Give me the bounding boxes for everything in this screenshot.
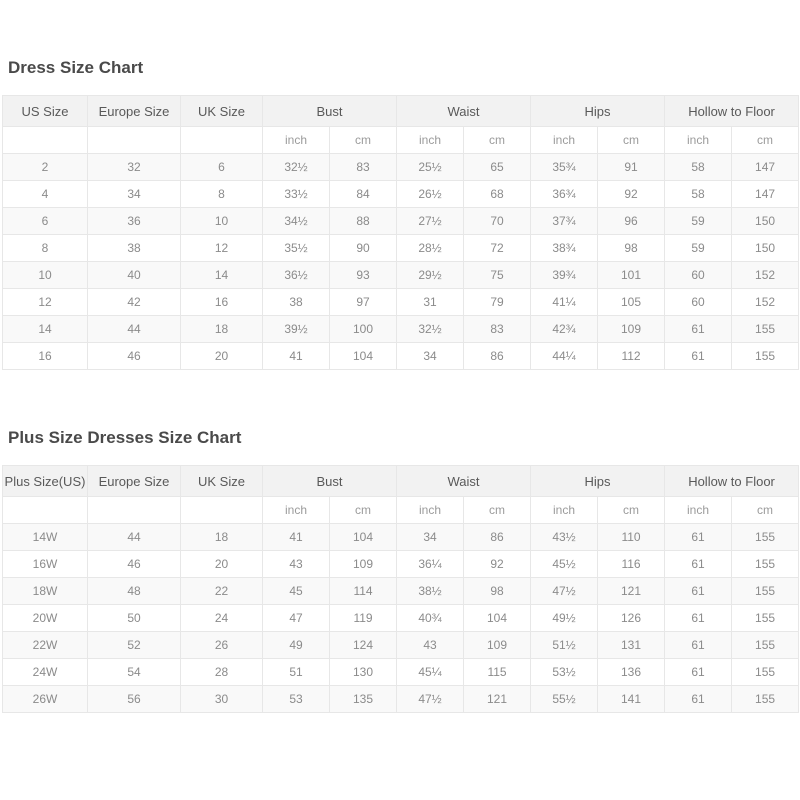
table-cell: 12	[3, 289, 88, 316]
unit-header: inch	[665, 127, 732, 154]
col-header-uk-size: UK Size	[181, 466, 263, 497]
table-cell: 92	[464, 551, 531, 578]
table-cell: 46	[88, 343, 181, 370]
table-cell: 155	[732, 686, 799, 713]
table-cell: 45	[263, 578, 330, 605]
table-cell: 41	[263, 343, 330, 370]
unit-header: inch	[531, 497, 598, 524]
table-cell: 61	[665, 524, 732, 551]
table-cell: 46	[88, 551, 181, 578]
col-header-hips: Hips	[531, 96, 665, 127]
unit-header: inch	[531, 127, 598, 154]
table-cell: 34	[397, 524, 464, 551]
table-cell: 20	[181, 551, 263, 578]
table-cell: 155	[732, 578, 799, 605]
table-row	[3, 659, 799, 686]
table-cell: 38	[263, 289, 330, 316]
table-cell: 10	[181, 208, 263, 235]
table-cell: 150	[732, 208, 799, 235]
table-cell: 131	[598, 632, 665, 659]
empty-cell	[181, 497, 263, 524]
table-cell: 86	[464, 343, 531, 370]
table-cell: 41¼	[531, 289, 598, 316]
table-cell: 61	[665, 578, 732, 605]
table-cell: 53½	[531, 659, 598, 686]
table-cell: 43	[397, 632, 464, 659]
table-cell: 109	[598, 316, 665, 343]
table-cell: 83	[330, 154, 397, 181]
table-cell: 32	[88, 154, 181, 181]
table-cell: 36	[88, 208, 181, 235]
col-header-bust: Bust	[263, 466, 397, 497]
empty-cell	[3, 127, 88, 154]
table-cell: 43	[263, 551, 330, 578]
empty-cell	[3, 497, 88, 524]
table-cell: 34	[397, 343, 464, 370]
table-cell: 114	[330, 578, 397, 605]
table-cell: 155	[732, 605, 799, 632]
table-cell: 47½	[531, 578, 598, 605]
table-cell: 65	[464, 154, 531, 181]
table-row	[3, 632, 799, 659]
table-cell: 34	[88, 181, 181, 208]
table-cell: 22	[181, 578, 263, 605]
table-cell: 8	[3, 235, 88, 262]
table-cell: 61	[665, 316, 732, 343]
table-cell: 58	[665, 181, 732, 208]
table-cell: 24W	[3, 659, 88, 686]
table-cell: 28½	[397, 235, 464, 262]
table-cell: 93	[330, 262, 397, 289]
table-cell: 97	[330, 289, 397, 316]
table-cell: 121	[598, 578, 665, 605]
table-cell: 26W	[3, 686, 88, 713]
table-cell: 72	[464, 235, 531, 262]
table-row	[3, 578, 799, 605]
table-cell: 61	[665, 605, 732, 632]
table-cell: 44	[88, 316, 181, 343]
table-cell: 68	[464, 181, 531, 208]
unit-header: cm	[598, 127, 665, 154]
table-cell: 90	[330, 235, 397, 262]
table-cell: 124	[330, 632, 397, 659]
table-cell: 96	[598, 208, 665, 235]
table-cell: 32½	[397, 316, 464, 343]
table-cell: 121	[464, 686, 531, 713]
table-cell: 79	[464, 289, 531, 316]
table-cell: 36¾	[531, 181, 598, 208]
table-cell: 59	[665, 235, 732, 262]
col-header-hollow-to-floor: Hollow to Floor	[665, 466, 799, 497]
table-cell: 44¼	[531, 343, 598, 370]
table-cell: 101	[598, 262, 665, 289]
table-cell: 104	[330, 524, 397, 551]
empty-cell	[88, 127, 181, 154]
unit-header: cm	[732, 127, 799, 154]
table-cell: 130	[330, 659, 397, 686]
unit-header: cm	[330, 127, 397, 154]
table-cell: 59	[665, 208, 732, 235]
table-cell: 104	[464, 605, 531, 632]
table-cell: 109	[330, 551, 397, 578]
table-cell: 39½	[263, 316, 330, 343]
table-cell: 51½	[531, 632, 598, 659]
table-cell: 116	[598, 551, 665, 578]
table-cell: 33½	[263, 181, 330, 208]
table-cell: 155	[732, 632, 799, 659]
table-cell: 44	[88, 524, 181, 551]
table-cell: 38½	[397, 578, 464, 605]
table-cell: 45½	[531, 551, 598, 578]
col-header-plus-size-us: Plus Size(US)	[3, 466, 88, 497]
table-cell: 28	[181, 659, 263, 686]
table-cell: 16W	[3, 551, 88, 578]
table-header-row	[3, 466, 799, 497]
col-header-waist: Waist	[397, 96, 531, 127]
table-cell: 70	[464, 208, 531, 235]
col-header-hips: Hips	[531, 466, 665, 497]
table-row	[3, 181, 799, 208]
table-cell: 55½	[531, 686, 598, 713]
table-cell: 27½	[397, 208, 464, 235]
table-cell: 47½	[397, 686, 464, 713]
table-cell: 86	[464, 524, 531, 551]
col-header-bust: Bust	[263, 96, 397, 127]
table-cell: 41	[263, 524, 330, 551]
table-cell: 83	[464, 316, 531, 343]
unit-header: inch	[665, 497, 732, 524]
table-cell: 100	[330, 316, 397, 343]
table-cell: 47	[263, 605, 330, 632]
table-cell: 155	[732, 524, 799, 551]
table-cell: 43½	[531, 524, 598, 551]
table-cell: 38¾	[531, 235, 598, 262]
table-cell: 109	[464, 632, 531, 659]
table-cell: 12	[181, 235, 263, 262]
table-row	[3, 235, 799, 262]
table-cell: 155	[732, 343, 799, 370]
unit-header: cm	[732, 497, 799, 524]
table-cell: 26	[181, 632, 263, 659]
unit-header: inch	[397, 497, 464, 524]
table-cell: 31	[397, 289, 464, 316]
table-cell: 61	[665, 343, 732, 370]
table-cell: 98	[464, 578, 531, 605]
table-cell: 60	[665, 262, 732, 289]
table-cell: 34½	[263, 208, 330, 235]
table-cell: 110	[598, 524, 665, 551]
table-row	[3, 343, 799, 370]
table-cell: 14	[181, 262, 263, 289]
table-cell: 42	[88, 289, 181, 316]
col-header-europe-size: Europe Size	[88, 96, 181, 127]
table-cell: 60	[665, 289, 732, 316]
table-cell: 51	[263, 659, 330, 686]
table-row	[3, 551, 799, 578]
unit-header: cm	[464, 127, 531, 154]
table-row	[3, 154, 799, 181]
table-cell: 30	[181, 686, 263, 713]
table-cell: 53	[263, 686, 330, 713]
table-row	[3, 524, 799, 551]
table-cell: 36¼	[397, 551, 464, 578]
unit-header: inch	[397, 127, 464, 154]
table-cell: 61	[665, 551, 732, 578]
table-cell: 155	[732, 316, 799, 343]
table-cell: 92	[598, 181, 665, 208]
table-cell: 4	[3, 181, 88, 208]
table-cell: 88	[330, 208, 397, 235]
table-cell: 126	[598, 605, 665, 632]
table-cell: 18	[181, 524, 263, 551]
table-cell: 18W	[3, 578, 88, 605]
col-header-waist: Waist	[397, 466, 531, 497]
table-cell: 98	[598, 235, 665, 262]
col-header-hollow-to-floor: Hollow to Floor	[665, 96, 799, 127]
table-cell: 112	[598, 343, 665, 370]
table-cell: 141	[598, 686, 665, 713]
table-cell: 2	[3, 154, 88, 181]
table-cell: 147	[732, 154, 799, 181]
table-cell: 37¾	[531, 208, 598, 235]
table-header-row	[3, 96, 799, 127]
table-cell: 105	[598, 289, 665, 316]
unit-header: cm	[464, 497, 531, 524]
dress-size-chart-title: Dress Size Chart	[8, 58, 144, 77]
table-cell: 10	[3, 262, 88, 289]
table-cell: 155	[732, 659, 799, 686]
empty-cell	[181, 127, 263, 154]
table-cell: 54	[88, 659, 181, 686]
table-cell: 42¾	[531, 316, 598, 343]
col-header-uk-size: UK Size	[181, 96, 263, 127]
table-cell: 84	[330, 181, 397, 208]
table-cell: 36½	[263, 262, 330, 289]
table-cell: 6	[3, 208, 88, 235]
table-cell: 32½	[263, 154, 330, 181]
table-cell: 152	[732, 262, 799, 289]
table-cell: 45¼	[397, 659, 464, 686]
unit-header: cm	[330, 497, 397, 524]
table-cell: 136	[598, 659, 665, 686]
plus-size-chart-title: Plus Size Dresses Size Chart	[8, 428, 242, 447]
plus-size-chart-table	[2, 465, 799, 713]
table-cell: 91	[598, 154, 665, 181]
table-cell: 20W	[3, 605, 88, 632]
table-cell: 52	[88, 632, 181, 659]
table-cell: 49½	[531, 605, 598, 632]
table-cell: 6	[181, 154, 263, 181]
table-cell: 49	[263, 632, 330, 659]
table-cell: 22W	[3, 632, 88, 659]
empty-cell	[88, 497, 181, 524]
table-row	[3, 316, 799, 343]
table-cell: 61	[665, 686, 732, 713]
table-cell: 40	[88, 262, 181, 289]
table-cell: 20	[181, 343, 263, 370]
table-cell: 14W	[3, 524, 88, 551]
table-subheader-row	[3, 497, 799, 524]
col-header-us-size: US Size	[3, 96, 88, 127]
table-row	[3, 262, 799, 289]
table-cell: 29½	[397, 262, 464, 289]
table-cell: 35½	[263, 235, 330, 262]
table-cell: 61	[665, 659, 732, 686]
table-row	[3, 686, 799, 713]
col-header-europe-size: Europe Size	[88, 466, 181, 497]
table-subheader-row	[3, 127, 799, 154]
table-cell: 14	[3, 316, 88, 343]
table-cell: 50	[88, 605, 181, 632]
unit-header: cm	[598, 497, 665, 524]
table-cell: 25½	[397, 154, 464, 181]
table-cell: 152	[732, 289, 799, 316]
unit-header: inch	[263, 127, 330, 154]
table-cell: 16	[181, 289, 263, 316]
table-row	[3, 605, 799, 632]
unit-header: inch	[263, 497, 330, 524]
table-cell: 39¾	[531, 262, 598, 289]
table-cell: 147	[732, 181, 799, 208]
table-cell: 24	[181, 605, 263, 632]
table-cell: 35¾	[531, 154, 598, 181]
table-cell: 61	[665, 632, 732, 659]
table-cell: 56	[88, 686, 181, 713]
table-cell: 16	[3, 343, 88, 370]
table-cell: 119	[330, 605, 397, 632]
dress-size-chart-table	[2, 95, 799, 370]
table-cell: 150	[732, 235, 799, 262]
table-cell: 26½	[397, 181, 464, 208]
table-cell: 40¾	[397, 605, 464, 632]
table-cell: 155	[732, 551, 799, 578]
table-cell: 135	[330, 686, 397, 713]
table-cell: 18	[181, 316, 263, 343]
table-cell: 104	[330, 343, 397, 370]
table-row	[3, 289, 799, 316]
table-cell: 48	[88, 578, 181, 605]
table-cell: 75	[464, 262, 531, 289]
table-cell: 58	[665, 154, 732, 181]
table-row	[3, 208, 799, 235]
table-cell: 38	[88, 235, 181, 262]
table-cell: 115	[464, 659, 531, 686]
table-cell: 8	[181, 181, 263, 208]
